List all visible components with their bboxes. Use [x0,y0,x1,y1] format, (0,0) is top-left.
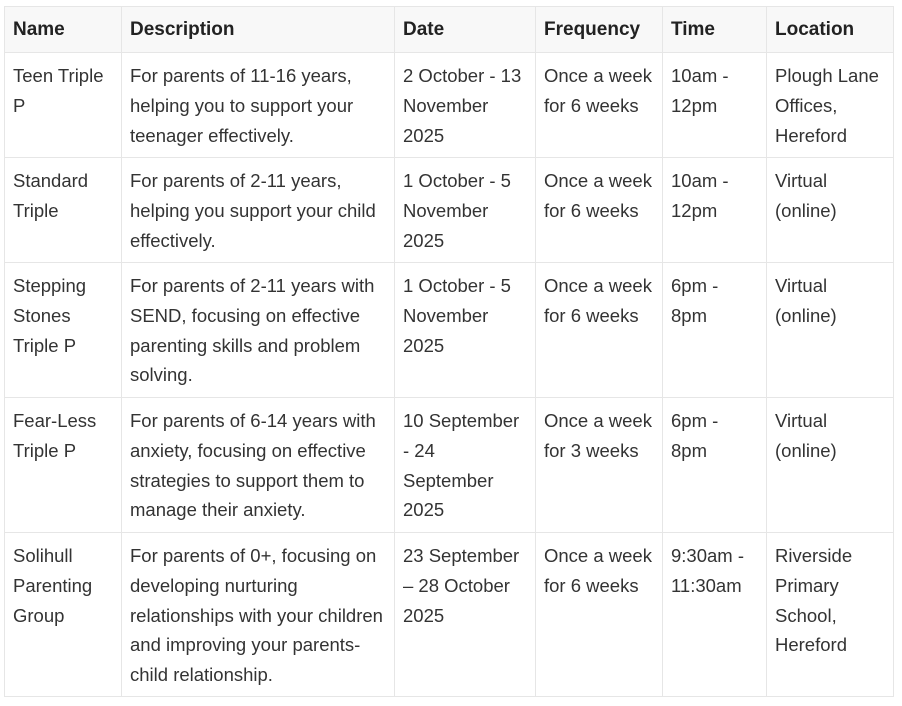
table-row [5,158,894,263]
cell-frequency: Once a week for 3 weeks [536,398,663,533]
cell-description: For parents of 11-16 years, helping you to support your teenager effectively. [122,53,395,158]
cell-time: 9:30am - 11:30am [663,533,767,697]
cell-description: For parents of 0+, focusing on developing nurturing relationships with your children and improving your parents-child relationship. [122,533,395,697]
cell-date: 10 September - 24 September 2025 [395,398,536,533]
table-row [5,53,894,158]
cell-time: 10am - 12pm [663,53,767,158]
cell-frequency: Once a week for 6 weeks [536,53,663,158]
header-frequency: Frequency [536,7,663,53]
table-row [5,263,894,398]
cell-description: For parents of 2-11 years, helping you support your child effectively. [122,158,395,263]
header-time: Time [663,7,767,53]
cell-location: Virtual (online) [767,158,894,263]
header-description: Description [122,7,395,53]
cell-time: 6pm - 8pm [663,398,767,533]
courses-table-container [4,6,893,697]
header-name: Name [5,7,122,53]
cell-date: 2 October - 13 November 2025 [395,53,536,158]
cell-description: For parents of 2-11 years with SEND, focusing on effective parenting skills and problem solving. [122,263,395,398]
cell-location: Plough Lane Offices, Hereford [767,53,894,158]
cell-description: For parents of 6-14 years with anxiety, focusing on effective strategies to support them to manage their anxiety. [122,398,395,533]
header-location: Location [767,7,894,53]
table-row [5,398,894,533]
cell-location: Virtual (online) [767,263,894,398]
cell-location: Riverside Primary School, Hereford [767,533,894,697]
cell-name: Standard Triple [5,158,122,263]
table-header-row [5,7,894,53]
cell-frequency: Once a week for 6 weeks [536,263,663,398]
cell-name: Stepping Stones Triple P [5,263,122,398]
cell-date: 1 October - 5 November 2025 [395,158,536,263]
cell-frequency: Once a week for 6 weeks [536,158,663,263]
table-row [5,533,894,697]
cell-time: 6pm - 8pm [663,263,767,398]
cell-name: Teen Triple P [5,53,122,158]
cell-location: Virtual (online) [767,398,894,533]
cell-name: Fear-Less Triple P [5,398,122,533]
cell-name: Solihull Parenting Group [5,533,122,697]
cell-time: 10am - 12pm [663,158,767,263]
cell-date: 1 October - 5 November 2025 [395,263,536,398]
courses-table [4,6,894,697]
cell-date: 23 September – 28 October 2025 [395,533,536,697]
header-date: Date [395,7,536,53]
cell-frequency: Once a week for 6 weeks [536,533,663,697]
